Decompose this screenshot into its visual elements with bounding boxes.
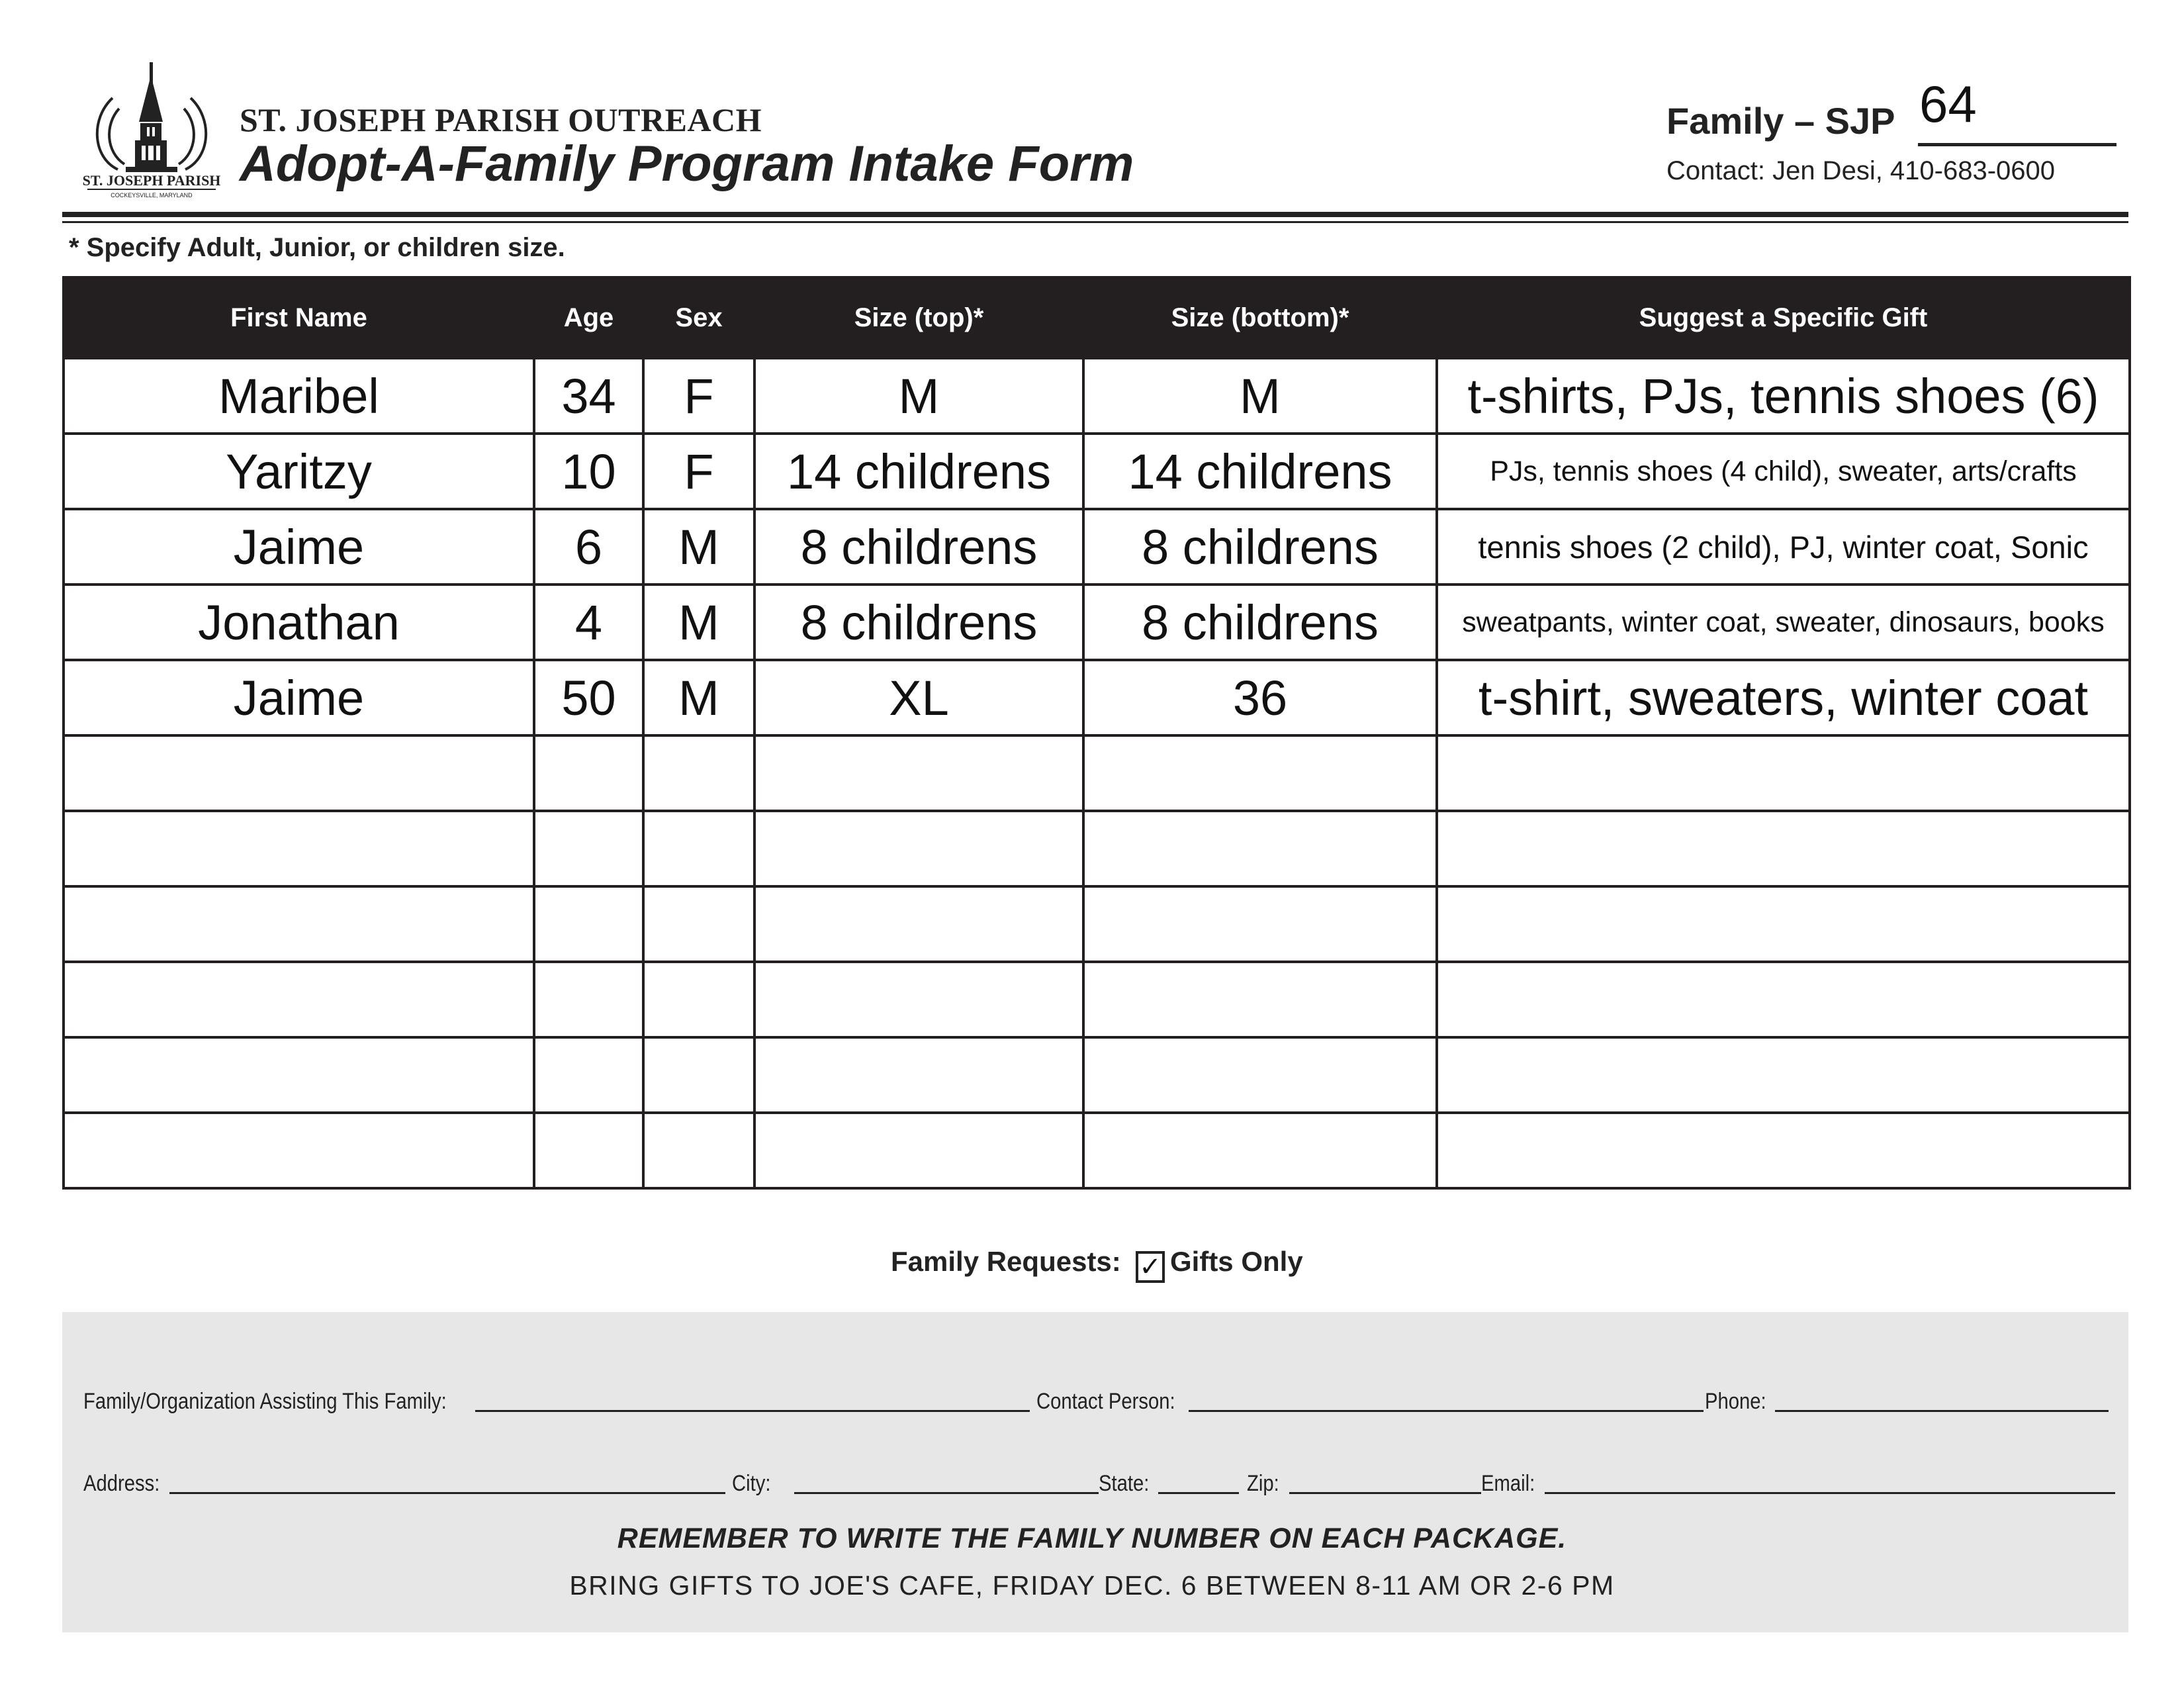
family-org-label: Family/Organization Assisting This Family: — [83, 1389, 447, 1414]
cell-gift[interactable]: PJs, tennis shoes (4 child), sweater, arts/crafts — [1437, 434, 2130, 509]
table-row — [64, 1037, 2130, 1113]
cell-size-bottom[interactable] — [1083, 962, 1437, 1037]
contact-person-input[interactable] — [1189, 1410, 1704, 1412]
cell-age[interactable] — [534, 1113, 643, 1188]
cell-age[interactable]: 4 — [534, 585, 643, 660]
table-row — [64, 1113, 2130, 1188]
cell-gift[interactable]: t-shirt, sweaters, winter coat — [1437, 660, 2130, 735]
cell-age[interactable]: 34 — [534, 358, 643, 434]
cell-sex[interactable]: F — [643, 434, 754, 509]
cell-first-name[interactable]: Maribel — [64, 358, 534, 434]
column-header-size-bottom: Size (bottom)* — [1083, 277, 1437, 358]
cell-gift[interactable] — [1437, 735, 2130, 811]
cell-size-bottom[interactable] — [1083, 886, 1437, 962]
cell-age[interactable] — [534, 962, 643, 1037]
cell-first-name[interactable]: Jonathan — [64, 585, 534, 660]
reminder-text: REMEMBER TO WRITE THE FAMILY NUMBER ON EACH PACKAGE. — [617, 1523, 1567, 1554]
cell-gift[interactable]: t-shirts, PJs, tennis shoes (6) — [1437, 358, 2130, 434]
zip-input[interactable] — [1289, 1492, 1481, 1494]
family-members-table — [62, 276, 2128, 1190]
column-header-sex: Sex — [643, 277, 754, 358]
cell-size-bottom[interactable]: 8 childrens — [1083, 585, 1437, 660]
cell-size-bottom[interactable] — [1083, 1037, 1437, 1113]
column-header-gift: Suggest a Specific Gift — [1437, 277, 2130, 358]
state-label: State: — [1099, 1471, 1150, 1496]
cell-size-top[interactable]: 14 childrens — [754, 434, 1083, 509]
cell-size-bottom[interactable]: 14 childrens — [1083, 434, 1437, 509]
table-row — [64, 358, 2130, 434]
cell-first-name[interactable] — [64, 1113, 534, 1188]
header-divider — [62, 212, 2128, 217]
phone-input[interactable] — [1775, 1410, 2109, 1412]
column-header-size-top: Size (top)* — [754, 277, 1083, 358]
cell-sex[interactable] — [643, 886, 754, 962]
table-row — [64, 434, 2130, 509]
table-header-row — [64, 277, 2130, 358]
cell-size-top[interactable] — [754, 735, 1083, 811]
table-row — [64, 509, 2130, 585]
cell-sex[interactable]: M — [643, 585, 754, 660]
phone-label: Phone: — [1705, 1389, 1766, 1414]
cell-size-bottom[interactable]: 36 — [1083, 660, 1437, 735]
cell-sex[interactable] — [643, 1113, 754, 1188]
family-number-field[interactable]: 64 — [1919, 75, 1977, 133]
state-input[interactable] — [1158, 1492, 1239, 1494]
cell-size-top[interactable] — [754, 1113, 1083, 1188]
cell-gift[interactable] — [1437, 886, 2130, 962]
cell-sex[interactable] — [643, 962, 754, 1037]
cell-first-name[interactable]: Jaime — [64, 660, 534, 735]
cell-age[interactable]: 10 — [534, 434, 643, 509]
cell-gift[interactable]: sweatpants, winter coat, sweater, dinosaurs, books — [1437, 585, 2130, 660]
cell-size-top[interactable] — [754, 811, 1083, 886]
cell-size-bottom[interactable] — [1083, 1113, 1437, 1188]
family-org-input[interactable] — [475, 1410, 1030, 1412]
cell-size-bottom[interactable] — [1083, 811, 1437, 886]
cell-first-name[interactable] — [64, 962, 534, 1037]
zip-label: Zip: — [1247, 1471, 1279, 1496]
cell-age[interactable] — [534, 886, 643, 962]
address-input[interactable] — [169, 1492, 725, 1494]
family-number-line — [1918, 143, 2116, 146]
cell-age[interactable]: 6 — [534, 509, 643, 585]
cell-age[interactable] — [534, 1037, 643, 1113]
table-row — [64, 811, 2130, 886]
contact-info: Contact: Jen Desi, 410-683-0600 — [1666, 156, 2056, 185]
cell-size-top[interactable]: XL — [754, 660, 1083, 735]
cell-sex[interactable]: F — [643, 358, 754, 434]
header-divider-thin — [62, 221, 2128, 223]
cell-size-bottom[interactable] — [1083, 735, 1437, 811]
cell-size-bottom[interactable]: M — [1083, 358, 1437, 434]
cell-size-top[interactable]: M — [754, 358, 1083, 434]
cell-size-top[interactable] — [754, 962, 1083, 1037]
cell-gift[interactable] — [1437, 962, 2130, 1037]
cell-first-name[interactable] — [64, 811, 534, 886]
parish-logo — [78, 58, 225, 200]
contact-person-label: Contact Person: — [1036, 1389, 1175, 1414]
cell-age[interactable]: 50 — [534, 660, 643, 735]
cell-gift[interactable] — [1437, 1113, 2130, 1188]
table-row — [64, 735, 2130, 811]
cell-age[interactable] — [534, 735, 643, 811]
table-row — [64, 585, 2130, 660]
cell-first-name[interactable]: Jaime — [64, 509, 534, 585]
size-note: * Specify Adult, Junior, or children size. — [69, 233, 565, 262]
cell-first-name[interactable] — [64, 735, 534, 811]
cell-gift[interactable] — [1437, 1037, 2130, 1113]
table-row — [64, 962, 2130, 1037]
column-header-first-name: First Name — [64, 277, 534, 358]
cell-size-top[interactable] — [754, 886, 1083, 962]
cell-sex[interactable] — [643, 1037, 754, 1113]
cell-sex[interactable]: M — [643, 509, 754, 585]
city-input[interactable] — [794, 1492, 1099, 1494]
cell-gift[interactable] — [1437, 811, 2130, 886]
column-header-age: Age — [534, 277, 643, 358]
email-label: Email: — [1481, 1471, 1535, 1496]
table-row — [64, 660, 2130, 735]
org-name: ST. JOSEPH PARISH OUTREACH — [240, 101, 762, 138]
logo-subtext: COCKEYSVILLE, MARYLAND — [111, 192, 193, 199]
cell-size-top[interactable]: 8 childrens — [754, 585, 1083, 660]
church-steeple-icon — [78, 58, 225, 200]
cell-size-top[interactable] — [754, 1037, 1083, 1113]
cell-sex[interactable] — [643, 811, 754, 886]
cell-first-name[interactable] — [64, 886, 534, 962]
cell-sex[interactable]: M — [643, 660, 754, 735]
cell-size-top[interactable]: 8 childrens — [754, 509, 1083, 585]
family-label: Family – SJP — [1666, 100, 1895, 142]
address-label: Address: — [83, 1471, 160, 1496]
drop-off-instructions: BRING GIFTS TO JOE'S CAFE, FRIDAY DEC. 6 BETWEEN 8-11 AM OR 2-6 PM — [569, 1570, 1615, 1601]
cell-age[interactable] — [534, 811, 643, 886]
gifts-only-label: Gifts Only — [1170, 1246, 1303, 1277]
email-input[interactable] — [1545, 1492, 2115, 1494]
cell-gift[interactable]: tennis shoes (2 child), PJ, winter coat, Sonic — [1437, 509, 2130, 585]
table-row — [64, 886, 2130, 962]
cell-sex[interactable] — [643, 735, 754, 811]
cell-size-bottom[interactable]: 8 childrens — [1083, 509, 1437, 585]
page-title: Adopt-A-Family Program Intake Form — [240, 136, 1134, 192]
gifts-only-checkbox[interactable]: ✓ — [1136, 1251, 1165, 1283]
cell-first-name[interactable] — [64, 1037, 534, 1113]
cell-first-name[interactable]: Yaritzy — [64, 434, 534, 509]
family-requests-label: Family Requests: — [891, 1246, 1121, 1277]
logo-text: ST. JOSEPH PARISH — [82, 172, 221, 189]
city-label: City: — [732, 1471, 771, 1496]
